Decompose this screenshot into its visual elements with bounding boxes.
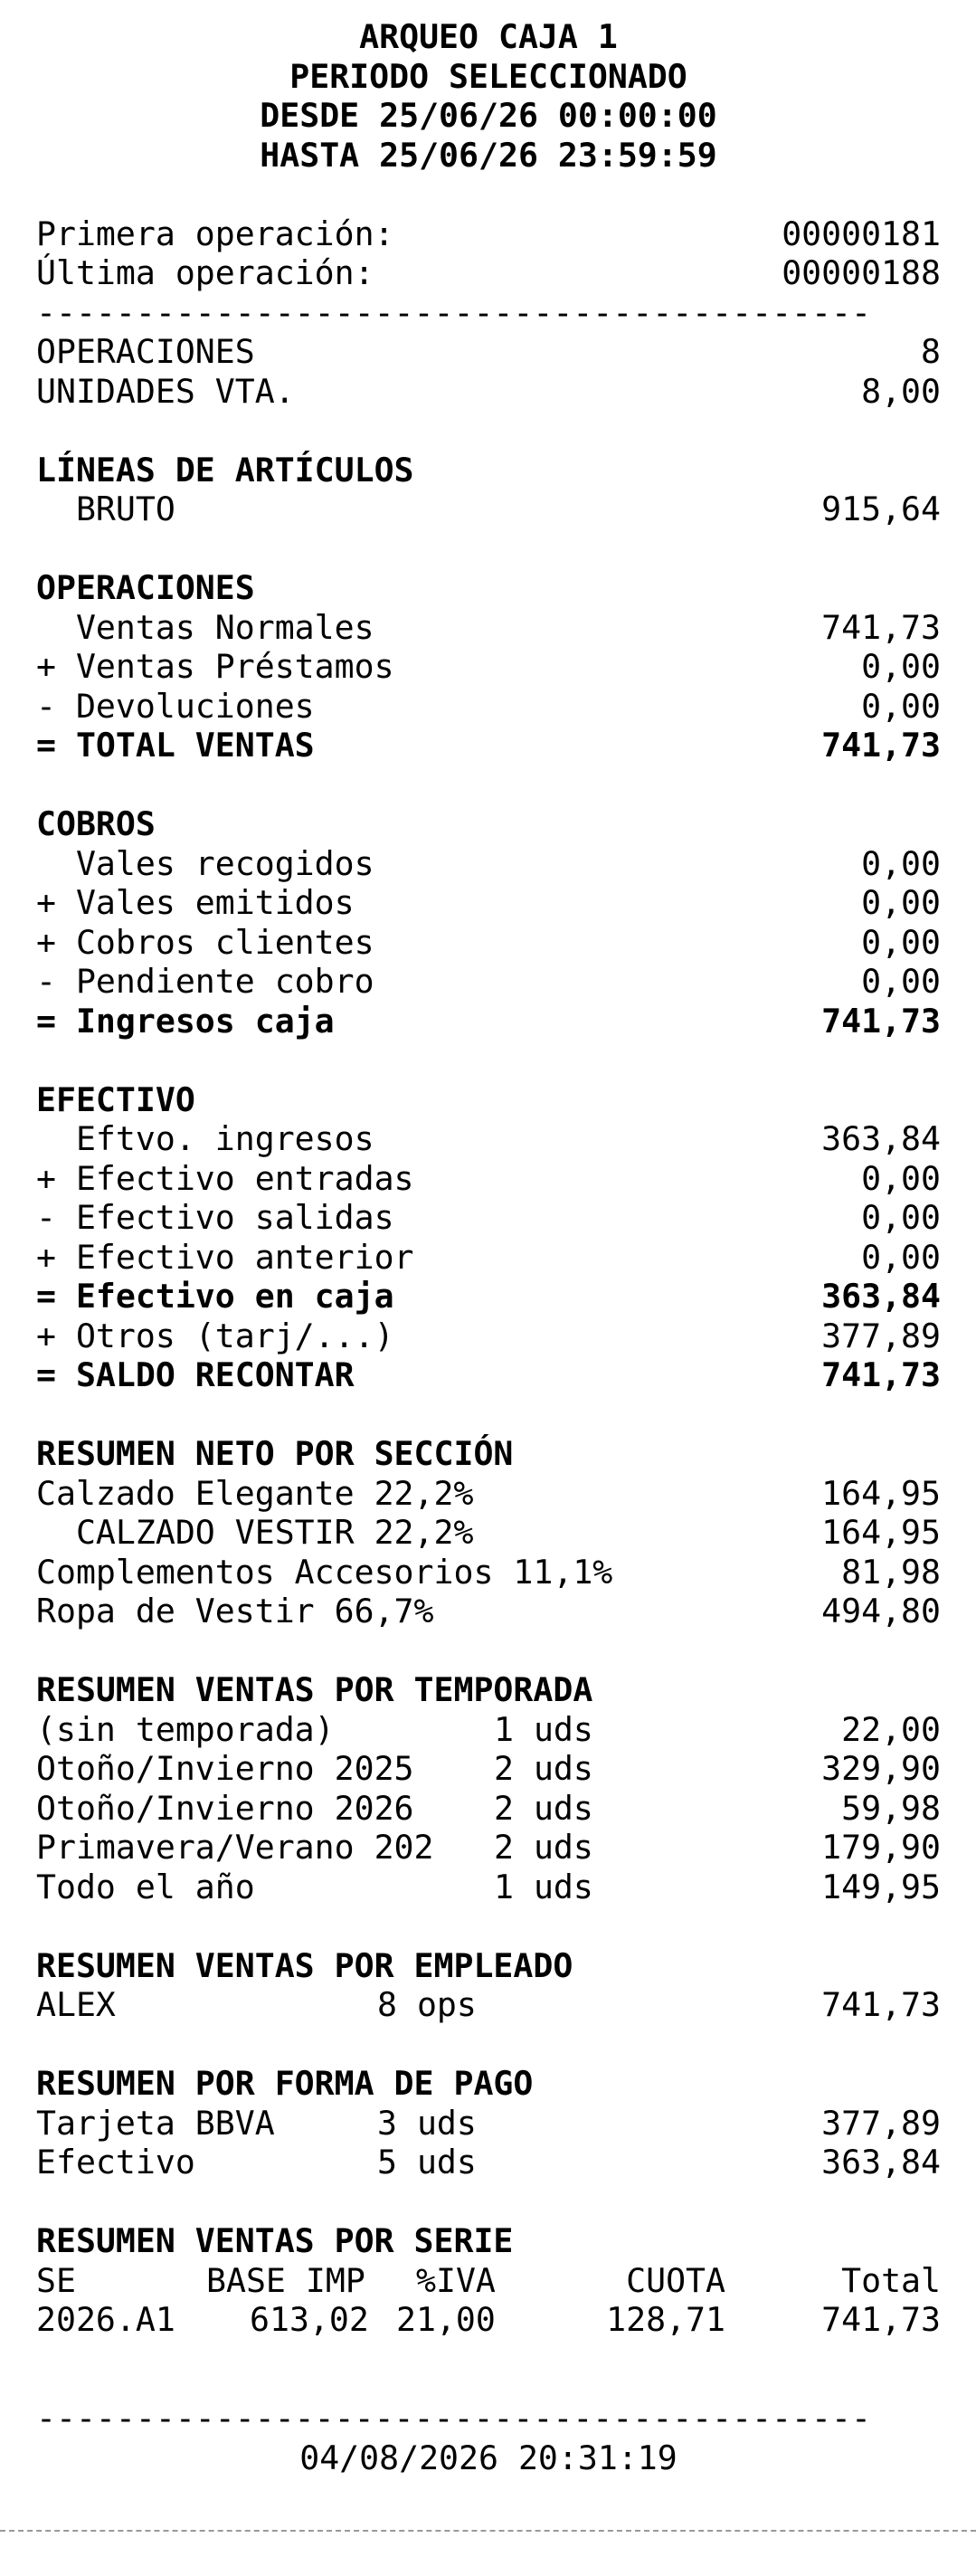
efectivo-en-caja-label: = Efectivo en caja [36, 1277, 394, 1316]
cobros-row-label: Vales recogidos [36, 843, 374, 883]
serie-total: 741,73 [821, 2300, 941, 2339]
serie-cuota: 128,71 [606, 2300, 725, 2339]
last-operation-label: Última operación: [36, 253, 374, 292]
seccion-row-label: Complementos Accesorios 11,1% [36, 1552, 613, 1592]
operaciones-row-label: Ventas Normales [36, 607, 374, 647]
units-sold-value: 8,00 [861, 371, 941, 411]
cobros-row [36, 844, 941, 884]
temporada-name: Otoño/Invierno 2026 [36, 1788, 414, 1828]
seccion-row-value: 81,98 [841, 1552, 941, 1592]
efectivo-row-value: 0,00 [861, 1237, 941, 1277]
efectivo-row-label: + Efectivo anterior [36, 1237, 414, 1277]
temporada-units: 2 uds [494, 1749, 593, 1788]
forma-pago-units: 5 uds [377, 2143, 477, 2182]
efectivo-row-label: - Efectivo salidas [36, 1198, 394, 1237]
efectivo-row-label: Eftvo. ingresos [36, 1119, 374, 1158]
empleado-value: 741,73 [821, 1985, 941, 2024]
operations-count-row [36, 332, 941, 372]
temporada-row [36, 1749, 941, 1789]
forma-pago-units: 3 uds [377, 2103, 477, 2143]
forma-pago-name: Efectivo [36, 2143, 195, 2182]
seccion-row-value: 494,80 [821, 1592, 941, 1630]
temporada-units: 1 uds [494, 1867, 593, 1906]
ingresos-caja-row [36, 1002, 941, 1041]
saldo-recontar-label: = SALDO RECONTAR [36, 1355, 355, 1394]
seccion-row-label: Calzado Elegante 22,2% [36, 1473, 474, 1513]
operaciones-row-label: + Ventas Préstamos [36, 647, 394, 686]
serie-iva: 21,00 [396, 2300, 496, 2339]
section-heading-efectivo: EFECTIVO [36, 1079, 195, 1119]
total-ventas-label: = TOTAL VENTAS [36, 726, 315, 765]
temporada-value: 179,90 [821, 1828, 941, 1867]
efectivo-row-label: + Efectivo entradas [36, 1158, 414, 1198]
serie-col-total: Total [841, 2260, 941, 2300]
otros-row [36, 1317, 941, 1356]
operaciones-row [36, 647, 941, 687]
empleado-row [36, 1985, 941, 2025]
efectivo-en-caja-row [36, 1277, 941, 1317]
empleado-name: ALEX [36, 1985, 116, 2024]
seccion-row-label: CALZADO VESTIR 22,2% [36, 1513, 474, 1552]
section-heading-cobros: COBROS [36, 804, 156, 843]
efectivo-row [36, 1238, 941, 1278]
temporada-units: 2 uds [494, 1788, 593, 1828]
otros-label: + Otros (tarj/...) [36, 1316, 394, 1355]
cobros-row-value: 0,00 [861, 922, 941, 962]
saldo-recontar-value: 741,73 [821, 1355, 941, 1394]
report-title: ARQUEO CAJA 1 [359, 17, 618, 56]
operaciones-row-value: 741,73 [821, 607, 941, 647]
efectivo-row [36, 1119, 941, 1159]
serie-se: 2026.A1 [36, 2300, 175, 2339]
report-date-from: DESDE 25/06/26 00:00:00 [260, 96, 717, 135]
section-heading-seccion: RESUMEN NETO POR SECCIÓN [36, 1434, 514, 1473]
units-sold-label: UNIDADES VTA. [36, 371, 295, 411]
temporada-row [36, 1868, 941, 1907]
cobros-row-label: + Vales emitidos [36, 883, 355, 922]
serie-col-base: BASE IMP [206, 2260, 365, 2300]
forma-pago-value: 363,84 [821, 2143, 941, 2182]
efectivo-row-value: 0,00 [861, 1198, 941, 1237]
cobros-row-label: - Pendiente cobro [36, 962, 374, 1001]
cobros-row [36, 883, 941, 923]
bruto-value: 915,64 [821, 490, 941, 528]
serie-col-se: SE [36, 2260, 76, 2300]
forma-pago-name: Tarjeta BBVA [36, 2103, 275, 2143]
cobros-row [36, 923, 941, 963]
serie-col-iva: %IVA [416, 2260, 496, 2300]
ingresos-caja-label: = Ingresos caja [36, 1001, 335, 1041]
efectivo-row-value: 363,84 [821, 1119, 941, 1158]
operaciones-row [36, 687, 941, 727]
forma-pago-value: 377,89 [821, 2103, 941, 2143]
section-heading-empleado: RESUMEN VENTAS POR EMPLEADO [36, 1945, 573, 1985]
cobros-row [36, 962, 941, 1002]
temporada-name: Todo el año [36, 1867, 255, 1906]
forma-pago-row [36, 2143, 941, 2182]
saldo-recontar-row [36, 1355, 941, 1395]
temporada-units: 1 uds [494, 1709, 593, 1749]
temporada-value: 329,90 [821, 1749, 941, 1788]
first-operation-value: 00000181 [782, 214, 941, 253]
efectivo-row-value: 0,00 [861, 1158, 941, 1198]
report-date-to: HASTA 25/06/26 23:59:59 [260, 135, 717, 175]
seccion-row-label: Ropa de Vestir 66,7% [36, 1592, 434, 1630]
bruto-label: BRUTO [36, 490, 175, 528]
serie-header-row [36, 2261, 941, 2301]
seccion-row [36, 1513, 941, 1553]
temporada-name: (sin temporada) [36, 1709, 335, 1749]
ingresos-caja-value: 741,73 [821, 1001, 941, 1041]
efectivo-en-caja-value: 363,84 [821, 1277, 941, 1316]
section-heading-forma-pago: RESUMEN POR FORMA DE PAGO [36, 2064, 534, 2103]
efectivo-row [36, 1159, 941, 1199]
tear-line [0, 2530, 976, 2532]
cobros-row-value: 0,00 [861, 843, 941, 883]
first-operation-label: Primera operación: [36, 214, 394, 253]
serie-base: 613,02 [250, 2300, 369, 2339]
operaciones-row-value: 0,00 [861, 686, 941, 726]
report-timestamp: 04/08/2026 20:31:19 [299, 2438, 678, 2477]
temporada-units: 2 uds [494, 1828, 593, 1867]
temporada-name: Otoño/Invierno 2025 [36, 1749, 414, 1788]
cobros-row-value: 0,00 [861, 962, 941, 1001]
operations-count-label: OPERACIONES [36, 332, 255, 371]
operaciones-row-value: 0,00 [861, 647, 941, 686]
section-heading-lineas: LÍNEAS DE ARTÍCULOS [36, 450, 414, 490]
section-heading-serie: RESUMEN VENTAS POR SERIE [36, 2221, 514, 2260]
temporada-value: 149,95 [821, 1867, 941, 1906]
seccion-row [36, 1474, 941, 1514]
section-heading-temporada: RESUMEN VENTAS POR TEMPORADA [36, 1670, 593, 1709]
total-ventas-row [36, 726, 941, 765]
operations-count-value: 8 [921, 332, 941, 371]
seccion-row [36, 1592, 941, 1631]
temporada-name: Primavera/Verano 202 [36, 1828, 434, 1867]
serie-col-cuota: CUOTA [626, 2260, 725, 2300]
temporada-row [36, 1710, 941, 1750]
cobros-row-label: + Cobros clientes [36, 922, 374, 962]
temporada-value: 22,00 [841, 1709, 941, 1749]
seccion-row [36, 1553, 941, 1592]
seccion-row-value: 164,95 [821, 1513, 941, 1552]
operaciones-row [36, 608, 941, 648]
empleado-ops: 8 ops [377, 1985, 477, 2024]
forma-pago-row [36, 2104, 941, 2143]
first-operation-row [36, 214, 941, 254]
units-sold-row [36, 372, 941, 412]
bruto-row [36, 490, 941, 529]
separator-line: ------------------------------------------ [36, 292, 871, 332]
total-ventas-value: 741,73 [821, 726, 941, 765]
report-period-label: PERIODO SELECCIONADO [289, 56, 687, 96]
temporada-row [36, 1789, 941, 1829]
last-operation-value: 00000188 [782, 253, 941, 292]
cobros-row-value: 0,00 [861, 883, 941, 922]
last-operation-row [36, 253, 941, 293]
seccion-row-value: 164,95 [821, 1473, 941, 1513]
temporada-row [36, 1828, 941, 1868]
temporada-value: 59,98 [841, 1788, 941, 1828]
section-heading-operaciones: OPERACIONES [36, 568, 255, 607]
serie-data-row [36, 2300, 941, 2340]
efectivo-row [36, 1198, 941, 1238]
separator-line: ------------------------------------------ [36, 2399, 871, 2438]
otros-value: 377,89 [821, 1316, 941, 1355]
operaciones-row-label: - Devoluciones [36, 686, 315, 726]
cash-register-report [36, 17, 941, 2477]
